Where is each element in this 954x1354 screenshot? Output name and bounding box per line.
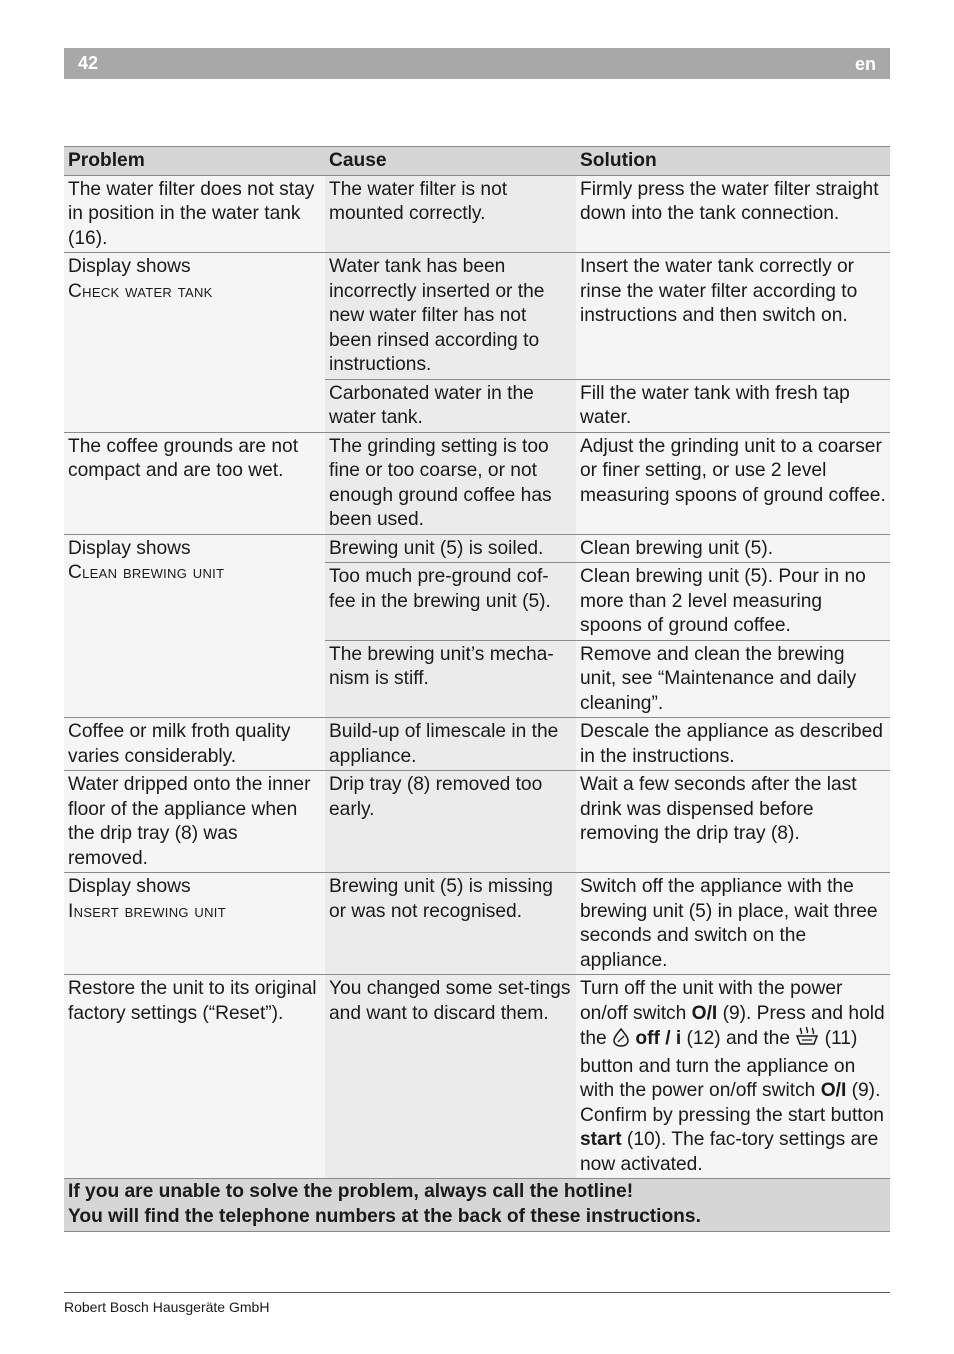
cause-cell: Drip tray (8) removed too early. <box>325 771 576 873</box>
column-header-problem: Problem <box>64 147 325 176</box>
off-info-button-label: off / i <box>635 1028 682 1049</box>
hotline-notice <box>64 1179 890 1232</box>
solution-cell: Remove and clean the brewing unit, see “Maintenance and daily cleaning”. <box>576 640 890 718</box>
table-header-row <box>64 147 890 176</box>
cause-cell: You changed some set-tings and want to discard them. <box>325 975 576 1179</box>
table-row <box>64 253 890 380</box>
cause-cell: The water filter is not mounted correctly. <box>325 175 576 253</box>
column-header-cause: Cause <box>325 147 576 176</box>
hotline-notice-line1: If you are unable to solve the problem, always call the hotline! <box>68 1181 634 1202</box>
solution-text: (11) button and turn the appliance on with the power on/off switch <box>580 1028 858 1101</box>
solution-cell: Clean brewing unit (5). <box>576 534 890 563</box>
problem-prefix: Display shows <box>68 256 191 277</box>
solution-cell <box>576 975 890 1179</box>
solution-text: (12) and the <box>681 1028 796 1049</box>
cause-cell: Water tank has been incorrectly inserted or the new water filter has not been rinsed according to instructions. <box>325 253 576 380</box>
table-row <box>64 975 890 1179</box>
cause-cell: Build-up of limescale in the appliance. <box>325 718 576 771</box>
power-switch-label: O/I <box>820 1080 847 1101</box>
table-row <box>64 175 890 253</box>
power-switch-label: O/I <box>691 1002 718 1024</box>
table-row <box>64 534 890 563</box>
problem-cell: The coffee grounds are not compact and are too wet. <box>64 432 325 534</box>
start-button-label: start <box>580 1129 622 1150</box>
display-message: Clean brewing unit <box>68 562 225 583</box>
problem-cell <box>64 534 325 718</box>
solution-cell: Adjust the grinding unit to a coarser or finer setting, or use 2 level measuring spoons of ground coffee. <box>576 432 890 534</box>
hotline-notice-row <box>64 1179 890 1232</box>
table-row <box>64 432 890 534</box>
problem-cell: Water dripped onto the inner floor of the appliance when the drip tray (8) was removed. <box>64 771 325 873</box>
cause-cell: The brewing unit’s mecha-nism is stiff. <box>325 640 576 718</box>
problem-cell: Coffee or milk froth quality varies considerably. <box>64 718 325 771</box>
solution-cell: Insert the water tank correctly or rinse the water filter according to instructions and then switch on. <box>576 253 890 380</box>
problem-cell: Restore the unit to its original factory settings (“Reset”). <box>64 975 325 1179</box>
troubleshooting-table <box>64 146 890 1232</box>
coffee-bean-drop-icon <box>612 1027 630 1055</box>
footer-company: Robert Bosch Hausgeräte GmbH <box>64 1299 270 1315</box>
solution-cell: Descale the appliance as described in the instructions. <box>576 718 890 771</box>
cause-cell: Brewing unit (5) is missing or was not recognised. <box>325 873 576 975</box>
table-row <box>64 718 890 771</box>
solution-text: (10). The fac-tory settings are now activated. <box>580 1129 879 1175</box>
steam-milk-icon <box>795 1026 819 1055</box>
cause-cell: Too much pre-ground cof-fee in the brewing unit (5). <box>325 563 576 641</box>
display-message: Check water tank <box>68 280 213 302</box>
problem-prefix: Display shows <box>68 876 191 897</box>
display-message: Insert brewing unit <box>68 900 226 922</box>
cause-cell: The grinding setting is too fine or too coarse, or not enough ground coffee has been used. <box>325 432 576 534</box>
solution-cell: Firmly press the water filter straight down into the tank connection. <box>576 175 890 253</box>
cause-cell: Brewing unit (5) is soiled. <box>325 534 576 563</box>
solution-cell: Switch off the appliance with the brewing unit (5) in place, wait three seconds and switch on the appliance. <box>576 873 890 975</box>
problem-cell <box>64 873 325 975</box>
problem-cell: The water filter does not stay in position in the water tank (16). <box>64 175 325 253</box>
problem-prefix: Display shows <box>68 537 191 559</box>
solution-text: Turn off the unit with the power on/off switch <box>580 978 843 1024</box>
solution-cell: Wait a few seconds after the last drink was dispensed before removing the drip tray (8). <box>576 771 890 873</box>
table-row <box>64 771 890 873</box>
solution-text: (9). Confirm by pressing the start button <box>580 1080 884 1126</box>
solution-text: (9). Press and hold the <box>580 1002 885 1049</box>
cause-cell: Carbonated water in the water tank. <box>325 379 576 432</box>
language-code: en <box>854 54 876 74</box>
hotline-notice-line2: You will find the telephone numbers at the back of these instructions. <box>68 1205 701 1227</box>
solution-cell: Fill the water tank with fresh tap water. <box>576 379 890 432</box>
problem-cell <box>64 253 325 433</box>
footer-divider <box>64 1292 890 1293</box>
table-row <box>64 873 890 975</box>
page-header-bar <box>64 48 890 79</box>
solution-cell: Clean brewing unit (5). Pour in no more than 2 level measuring spoons of ground coffee. <box>576 563 890 641</box>
page-number: 42 <box>78 53 99 73</box>
column-header-solution: Solution <box>576 147 890 176</box>
